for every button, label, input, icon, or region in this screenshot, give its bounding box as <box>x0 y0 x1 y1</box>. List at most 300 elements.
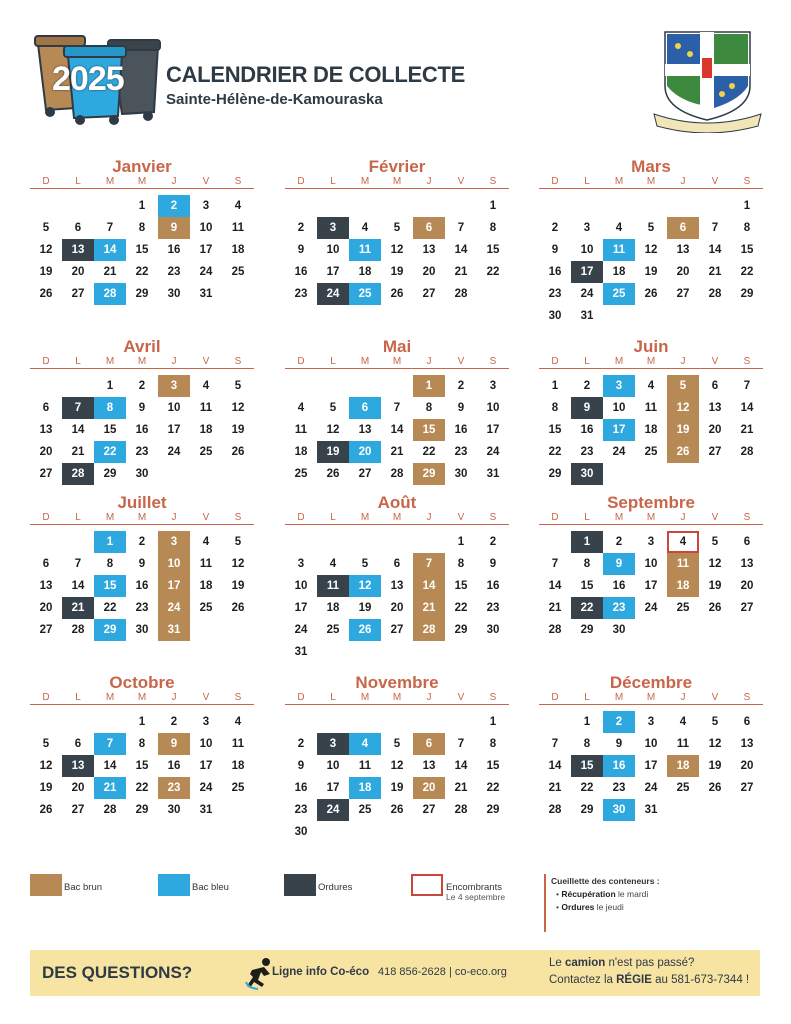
weekday-letter: L <box>75 356 81 367</box>
day-cell: 16 <box>167 760 181 772</box>
empty-cell <box>62 531 94 553</box>
day-cell: 18 <box>294 446 308 458</box>
day-cell: 19 <box>358 602 372 614</box>
day-cell: 12 <box>39 760 53 772</box>
day-cell: 22 <box>486 266 500 278</box>
day-cell: 27 <box>39 468 53 480</box>
day-cell: 26 <box>390 288 404 300</box>
day-cell: 21 <box>548 602 562 614</box>
weekday-letter: V <box>711 692 719 703</box>
day-cell: 9 <box>297 760 305 772</box>
day-cell: 2 <box>489 536 497 548</box>
day-cell: 7 <box>393 402 401 414</box>
day-cell-brun: 6 <box>413 217 445 239</box>
weekday-header <box>285 176 509 189</box>
day-cell-brun: 6 <box>413 733 445 755</box>
day-cell: 6 <box>74 222 82 234</box>
day-cell: 14 <box>548 760 562 772</box>
day-cell: 21 <box>454 782 468 794</box>
empty-cell <box>381 375 413 397</box>
empty-cell <box>349 195 381 217</box>
day-cell-brun: 31 <box>158 619 190 641</box>
day-cell: 15 <box>580 580 594 592</box>
day-cell: 16 <box>294 266 308 278</box>
day-cell-bleu: 1 <box>94 531 126 553</box>
day-cell-brun: 14 <box>413 575 445 597</box>
weekday-letter: M <box>137 176 147 187</box>
day-cell: 3 <box>647 536 655 548</box>
day-cell: 28 <box>740 446 754 458</box>
weekday-letter: S <box>489 692 497 703</box>
year-label: 2025 <box>52 60 124 98</box>
weekday-letter: S <box>743 692 751 703</box>
day-cell-brun: 23 <box>158 777 190 799</box>
day-cell: 28 <box>454 288 468 300</box>
day-cell: 1 <box>106 380 114 392</box>
day-cell: 25 <box>199 446 213 458</box>
day-cell: 29 <box>103 468 117 480</box>
day-cell: 5 <box>393 222 401 234</box>
day-cell: 31 <box>644 804 658 816</box>
weekday-letter: J <box>680 512 686 523</box>
weekday-letter: D <box>297 356 305 367</box>
day-cell: 12 <box>390 244 404 256</box>
weekday-letter: S <box>234 692 242 703</box>
day-cell: 21 <box>708 266 722 278</box>
weekday-letter: M <box>646 692 656 703</box>
weekday-letter: L <box>584 512 590 523</box>
legend-bleu-swatch <box>158 874 190 896</box>
day-cell: 22 <box>135 782 149 794</box>
day-cell: 18 <box>326 602 340 614</box>
day-cell: 7 <box>743 380 751 392</box>
day-cell-brun: 17 <box>158 575 190 597</box>
day-cell: 28 <box>454 804 468 816</box>
day-cell: 10 <box>580 244 594 256</box>
day-cell: 31 <box>199 804 213 816</box>
day-cell: 27 <box>422 288 436 300</box>
day-cell-bleu: 20 <box>349 441 381 463</box>
day-cell-brun: 9 <box>158 733 190 755</box>
day-cell: 8 <box>457 558 465 570</box>
weekday-letter: V <box>457 692 465 703</box>
weekday-letter: V <box>202 512 210 523</box>
weekday-letter: V <box>457 356 465 367</box>
day-cell: 25 <box>644 446 658 458</box>
day-cell: 15 <box>486 244 500 256</box>
day-cell: 15 <box>135 760 149 772</box>
day-cell-bleu: 9 <box>603 553 635 575</box>
empty-cell <box>62 195 94 217</box>
empty-cell <box>285 375 317 397</box>
day-cell: 12 <box>231 402 245 414</box>
day-cell: 27 <box>708 446 722 458</box>
day-cell: 17 <box>644 580 658 592</box>
day-cell: 24 <box>486 446 500 458</box>
day-cell: 4 <box>202 536 210 548</box>
day-cell: 30 <box>548 310 562 322</box>
day-cell: 4 <box>297 402 305 414</box>
day-cell: 6 <box>42 402 50 414</box>
day-cell: 7 <box>711 222 719 234</box>
day-cell: 9 <box>297 244 305 256</box>
day-cell: 24 <box>580 288 594 300</box>
questions-heading: DES QUESTIONS? <box>42 963 193 982</box>
day-cell: 18 <box>199 424 213 436</box>
day-cell: 15 <box>454 580 468 592</box>
day-cell: 15 <box>103 424 117 436</box>
weekday-letter: D <box>297 692 305 703</box>
day-cell: 5 <box>647 222 655 234</box>
day-cell: 5 <box>42 222 50 234</box>
day-cell-brun: 15 <box>413 419 445 441</box>
day-cell: 12 <box>326 424 340 436</box>
day-cell-brun: 6 <box>667 217 699 239</box>
day-cell: 28 <box>548 624 562 636</box>
weekday-header <box>539 512 763 525</box>
day-cell-brun: 1 <box>413 375 445 397</box>
empty-cell <box>30 531 62 553</box>
cueillette-item: • Ordures le jeudi <box>556 902 624 912</box>
day-cell: 22 <box>740 266 754 278</box>
day-cell: 23 <box>548 288 562 300</box>
day-cell-ordures: 3 <box>317 733 349 755</box>
day-cell: 24 <box>199 266 213 278</box>
day-cell: 16 <box>135 580 149 592</box>
day-cell: 15 <box>548 424 562 436</box>
day-cell-ordures: 13 <box>62 755 94 777</box>
day-cell: 29 <box>454 624 468 636</box>
month-block <box>30 673 254 821</box>
month-name: Septembre <box>607 493 695 512</box>
day-cell: 24 <box>167 446 181 458</box>
day-cell: 2 <box>138 380 146 392</box>
day-cell: 21 <box>548 782 562 794</box>
day-cell-brun: 19 <box>667 419 699 441</box>
day-grid <box>539 195 763 327</box>
day-cell: 23 <box>612 782 626 794</box>
day-cell: 3 <box>202 716 210 728</box>
day-cell: 27 <box>676 288 690 300</box>
weekday-letter: S <box>489 512 497 523</box>
day-cell-bleu: 3 <box>603 375 635 397</box>
day-cell-bleu: 12 <box>349 575 381 597</box>
weekday-letter: M <box>646 512 656 523</box>
day-cell: 22 <box>486 782 500 794</box>
day-cell: 3 <box>297 558 305 570</box>
weekday-letter: L <box>330 692 336 703</box>
day-cell: 24 <box>644 602 658 614</box>
weekday-letter: D <box>297 512 305 523</box>
day-cell-brun: 28 <box>413 619 445 641</box>
day-cell: 30 <box>454 468 468 480</box>
legend-ordures-label: Ordures <box>318 882 353 893</box>
day-cell: 22 <box>454 602 468 614</box>
day-cell: 29 <box>486 804 500 816</box>
day-cell: 13 <box>708 402 722 414</box>
day-cell-ordures: 15 <box>571 755 603 777</box>
day-cell: 14 <box>740 402 754 414</box>
day-cell: 5 <box>361 558 369 570</box>
day-cell: 17 <box>326 266 340 278</box>
day-cell: 29 <box>135 804 149 816</box>
day-cell-brun: 5 <box>667 375 699 397</box>
day-cell: 30 <box>612 624 626 636</box>
day-cell: 30 <box>294 826 308 838</box>
day-cell: 26 <box>390 804 404 816</box>
day-cell-bleu: 2 <box>158 195 190 217</box>
day-cell: 9 <box>615 738 623 750</box>
regie-contact: Contactez la RÉGIE au 581-673-7344 ! <box>549 974 750 986</box>
weekday-letter: M <box>360 692 370 703</box>
day-cell: 14 <box>390 424 404 436</box>
day-cell: 10 <box>612 402 626 414</box>
empty-cell <box>413 711 445 733</box>
day-cell: 10 <box>644 738 658 750</box>
day-cell: 3 <box>489 380 497 392</box>
empty-cell <box>94 195 126 217</box>
month-name: Novembre <box>355 673 439 692</box>
day-cell: 9 <box>489 558 497 570</box>
day-cell-ordures: 1 <box>571 531 603 553</box>
weekday-letter: M <box>137 692 147 703</box>
day-cell-bleu: 26 <box>349 619 381 641</box>
day-cell: 11 <box>358 760 372 772</box>
day-cell: 30 <box>167 804 181 816</box>
day-cell: 3 <box>583 222 591 234</box>
cueillette-item: • Récupération le mardi <box>556 889 649 899</box>
day-cell: 26 <box>231 446 245 458</box>
day-cell: 2 <box>170 716 178 728</box>
day-cell: 23 <box>580 446 594 458</box>
day-cell: 8 <box>106 558 114 570</box>
day-cell: 16 <box>548 266 562 278</box>
empty-cell <box>349 375 381 397</box>
day-cell: 8 <box>583 558 591 570</box>
weekday-letter: S <box>743 176 751 187</box>
day-cell: 14 <box>548 580 562 592</box>
day-cell: 31 <box>294 646 308 658</box>
month-name: Février <box>368 157 426 176</box>
day-cell-ordures: 19 <box>317 441 349 463</box>
weekday-letter: S <box>234 512 242 523</box>
day-cell-bleu: 7 <box>94 733 126 755</box>
day-cell: 2 <box>583 380 591 392</box>
day-cell: 20 <box>71 782 85 794</box>
day-cell: 4 <box>202 380 210 392</box>
day-cell: 25 <box>294 468 308 480</box>
weekday-letter: J <box>171 176 177 187</box>
day-cell: 16 <box>135 424 149 436</box>
day-cell: 11 <box>676 738 690 750</box>
weekday-letter: D <box>42 176 50 187</box>
day-cell: 9 <box>551 244 559 256</box>
empty-cell <box>539 195 571 217</box>
day-cell: 10 <box>199 738 213 750</box>
weekday-letter: M <box>137 512 147 523</box>
day-cell-brun: 3 <box>158 531 190 553</box>
day-cell: 13 <box>422 760 436 772</box>
day-cell: 25 <box>676 602 690 614</box>
day-cell: 24 <box>612 446 626 458</box>
weekday-letter: J <box>426 692 432 703</box>
day-cell-brun: 10 <box>158 553 190 575</box>
day-grid <box>285 711 509 843</box>
weekday-letter: V <box>202 692 210 703</box>
weekday-header <box>539 356 763 369</box>
legend-divider <box>544 874 546 932</box>
day-cell: 19 <box>39 266 53 278</box>
empty-cell <box>285 711 317 733</box>
weekday-letter: V <box>457 176 465 187</box>
empty-cell <box>317 375 349 397</box>
weekday-letter: M <box>392 692 402 703</box>
day-cell: 16 <box>454 424 468 436</box>
day-grid <box>539 375 763 485</box>
weekday-letter: M <box>614 176 624 187</box>
month-name: Janvier <box>112 157 172 176</box>
day-cell: 11 <box>199 402 213 414</box>
day-cell: 29 <box>740 288 754 300</box>
day-cell-brun: 21 <box>413 597 445 619</box>
weekday-letter: J <box>171 512 177 523</box>
day-cell-ordures: 3 <box>317 217 349 239</box>
weekday-letter: S <box>489 176 497 187</box>
day-cell: 4 <box>234 716 242 728</box>
day-cell: 2 <box>615 536 623 548</box>
day-cell-bleu: 25 <box>349 283 381 305</box>
day-cell: 9 <box>138 402 146 414</box>
day-cell: 19 <box>390 782 404 794</box>
weekday-letter: M <box>105 176 115 187</box>
day-cell: 24 <box>199 782 213 794</box>
weekday-letter: M <box>392 176 402 187</box>
day-cell: 4 <box>615 222 623 234</box>
municipal-crest-icon <box>650 28 765 133</box>
weekday-letter: J <box>680 692 686 703</box>
day-cell: 29 <box>548 468 562 480</box>
weekday-letter: L <box>330 356 336 367</box>
day-cell: 24 <box>294 624 308 636</box>
empty-cell <box>62 375 94 397</box>
day-cell-ordures: 24 <box>317 799 349 821</box>
day-cell: 12 <box>390 760 404 772</box>
day-cell-ordures: 13 <box>62 239 94 261</box>
month-block <box>539 337 763 485</box>
empty-cell <box>30 375 62 397</box>
day-cell: 3 <box>647 716 655 728</box>
day-cell-brun: 7 <box>413 553 445 575</box>
line-info-label: Ligne info Co-éco <box>272 966 370 978</box>
day-cell: 2 <box>297 738 305 750</box>
day-grid <box>30 195 254 305</box>
weekday-letter: J <box>680 356 686 367</box>
day-cell-ordures: 30 <box>571 463 603 485</box>
day-cell: 5 <box>42 738 50 750</box>
day-cell: 1 <box>583 716 591 728</box>
legend-encombrants-date: Le 4 septembre <box>446 892 506 902</box>
day-cell: 11 <box>294 424 308 436</box>
weekday-letter: L <box>584 692 590 703</box>
month-name: Décembre <box>609 673 693 692</box>
month-name: Août <box>377 493 417 512</box>
day-cell: 14 <box>103 760 117 772</box>
weekday-letter: L <box>584 176 590 187</box>
weekday-letter: D <box>42 356 50 367</box>
truck-question: Le camion n'est pas passé? <box>549 957 695 969</box>
day-cell-brun: 26 <box>667 441 699 463</box>
day-cell: 15 <box>740 244 754 256</box>
day-cell: 7 <box>551 738 559 750</box>
day-cell: 30 <box>135 624 149 636</box>
day-cell: 7 <box>457 222 465 234</box>
legend-encombrants-swatch <box>411 874 443 896</box>
empty-cell <box>667 195 699 217</box>
day-grid <box>285 375 509 485</box>
day-cell: 4 <box>329 558 337 570</box>
empty-cell <box>445 195 477 217</box>
day-cell: 10 <box>167 402 181 414</box>
day-cell-bleu: 21 <box>94 777 126 799</box>
day-cell: 10 <box>486 402 500 414</box>
day-cell: 9 <box>457 402 465 414</box>
month-name: Mai <box>382 337 412 356</box>
weekday-letter: V <box>711 356 719 367</box>
day-cell: 25 <box>199 602 213 614</box>
legend-brun-label: Bac brun <box>64 882 103 893</box>
day-cell: 4 <box>234 200 242 212</box>
day-cell-encombrants: 4 <box>667 531 699 553</box>
day-cell-bleu: 11 <box>603 239 635 261</box>
empty-cell <box>381 195 413 217</box>
weekday-letter: M <box>392 356 402 367</box>
day-cell: 16 <box>167 244 181 256</box>
day-cell: 13 <box>422 244 436 256</box>
day-cell: 15 <box>135 244 149 256</box>
day-cell-bleu: 22 <box>94 441 126 463</box>
day-cell: 8 <box>551 402 559 414</box>
day-cell: 6 <box>393 558 401 570</box>
day-cell: 23 <box>486 602 500 614</box>
day-cell: 8 <box>489 222 497 234</box>
legend-bleu-label: Bac bleu <box>192 882 229 893</box>
day-cell: 26 <box>39 804 53 816</box>
day-cell: 21 <box>103 266 117 278</box>
weekday-letter: D <box>551 356 559 367</box>
day-cell-bleu: 30 <box>603 799 635 821</box>
weekday-letter: J <box>426 176 432 187</box>
day-cell: 23 <box>294 288 308 300</box>
day-cell: 13 <box>390 580 404 592</box>
day-cell-ordures: 22 <box>571 597 603 619</box>
day-cell: 1 <box>138 200 146 212</box>
day-cell-bleu: 2 <box>603 711 635 733</box>
day-cell: 23 <box>294 804 308 816</box>
weekday-letter: S <box>743 512 751 523</box>
empty-cell <box>539 711 571 733</box>
weekday-header <box>285 512 509 525</box>
day-cell: 20 <box>422 266 436 278</box>
empty-cell <box>635 195 667 217</box>
contact-phone-web[interactable]: 418 856-2628 | co-eco.org <box>378 966 507 978</box>
weekday-letter: J <box>426 356 432 367</box>
day-cell-ordures: 24 <box>317 283 349 305</box>
day-cell: 1 <box>489 200 497 212</box>
day-cell: 21 <box>740 424 754 436</box>
month-name: Juin <box>633 337 669 356</box>
day-cell: 29 <box>580 624 594 636</box>
day-cell: 18 <box>231 760 245 772</box>
